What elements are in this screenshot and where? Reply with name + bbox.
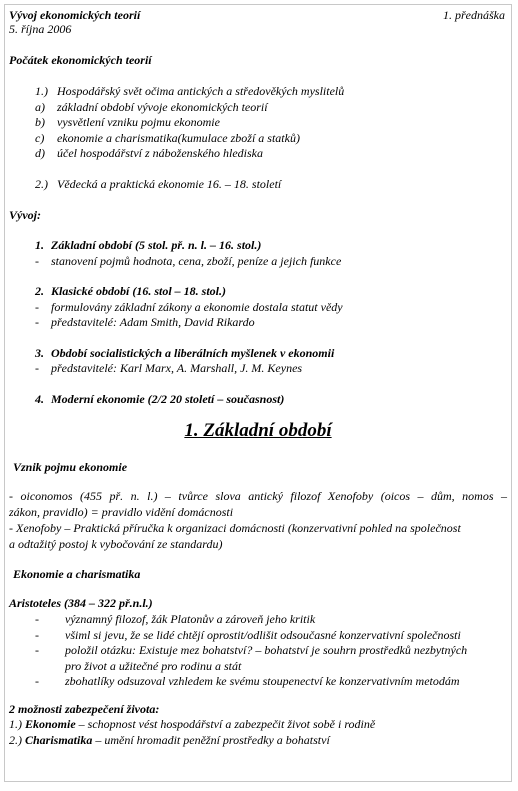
bullet-dash: - <box>35 361 39 375</box>
bullet-text: významný filozof, žák Platonův a zároveň jeho kritik <box>65 612 316 626</box>
bullet-text: pro život a užitečné pro rodinu a stát <box>65 658 242 673</box>
chapter-title: 1. Základní období <box>184 420 332 441</box>
bullet-text: představitelé: Adam Smith, David Rikardo <box>51 315 255 329</box>
outline-marker: c) <box>35 130 45 145</box>
paragraph-line: zákon, pravidlo) = pravidlo vidění domácnosti <box>9 505 234 519</box>
aristoteles-bullet-cont <box>35 659 505 675</box>
bullet-dash: - <box>35 627 39 642</box>
bullet-dash: - <box>35 315 39 329</box>
period-bullet <box>35 254 505 270</box>
aristoteles-bullet <box>35 674 505 690</box>
period-title-text: Klasické období (16. stol – 18. stol.) <box>51 284 226 298</box>
lecture-number: 1. přednáška <box>443 8 505 22</box>
moznosti-text: – schopnost vést hospodářství a zabezpečit život sobě i rodině <box>75 717 376 731</box>
outline-marker: d) <box>35 146 45 160</box>
period-bullet <box>35 361 505 377</box>
moznosti-term: Charismatika <box>25 733 93 747</box>
outline-subitem <box>35 115 505 131</box>
outline-text: vysvětlení vzniku pojmu ekonomie <box>57 115 220 129</box>
outline-text: účel hospodářství z náboženského hlediska <box>57 146 263 160</box>
bullet-text: formulovány základní zákony a ekonomie dostala statut vědy <box>51 299 343 314</box>
paragraph-line: - oiconomos (455 př. n. l.) – tvůrce slova antický filozof Xenofoby (oicos – dům, nomos – <box>9 489 507 503</box>
outline-marker: 1.) <box>35 84 48 98</box>
document-page <box>4 4 512 782</box>
outline-text: základní období vývoje ekonomických teorií <box>57 99 268 114</box>
bullet-text: zbohatlíky odsuzoval vzhledem ke svému stoupenectví ke konzervativním metodám <box>65 674 460 688</box>
bullet-dash: - <box>35 253 39 268</box>
section-heading-vyvoj: Vývoj: <box>9 208 41 222</box>
period-bullet <box>35 315 505 331</box>
outline-item-1 <box>35 84 505 100</box>
moznosti-number: 1.) <box>9 717 22 731</box>
aristoteles-bullet <box>35 612 505 628</box>
section-heading-moznosti: 2 možnosti zabezpečení života: <box>9 702 160 716</box>
moznosti-text: – umění hromadit peněžní prostředky a bohatství <box>92 733 330 747</box>
outline-text: Hospodářský svět očima antických a středověkých myslitelů <box>57 84 345 98</box>
aristoteles-bullet <box>35 628 505 644</box>
moznosti-line-2 <box>9 733 505 748</box>
period-title-text: Moderní ekonomie (2/2 20 století – současnost) <box>51 391 285 406</box>
moznosti-number: 2.) <box>9 733 22 747</box>
outline-marker: 2.) <box>35 176 48 191</box>
paragraph-oiconomos <box>9 488 507 552</box>
period-title-text: Období socialistických a liberálních myšlenek v ekonomii <box>51 345 335 360</box>
period-number: 2. <box>35 284 44 298</box>
bullet-dash: - <box>35 674 39 688</box>
outline-item-2 <box>35 177 505 193</box>
bullet-text: stanovení pojmů hodnota, cena, zboží, peníze a jejich funkce <box>51 253 342 268</box>
document-title: Vývoj ekonomických teorií <box>9 8 141 22</box>
outline-list <box>35 84 505 192</box>
bullet-dash: - <box>35 612 39 626</box>
outline-text: Vědecká a praktická ekonomie 16. – 18. století <box>57 176 282 191</box>
period-number: 4. <box>35 391 44 406</box>
period-title <box>35 238 505 254</box>
period-number: 3. <box>35 345 44 360</box>
lecture-date: 5. října 2006 <box>9 22 72 36</box>
section-heading-pocatek: Počátek ekonomických teorií <box>9 53 152 67</box>
period-title <box>35 346 505 362</box>
moznosti-line-1 <box>9 717 505 732</box>
bullet-dash: - <box>35 643 39 657</box>
outline-marker: b) <box>35 115 45 129</box>
document-header <box>9 8 505 36</box>
aristoteles-bullet <box>35 643 505 659</box>
aristoteles-list <box>35 612 505 690</box>
moznosti-term: Ekonomie <box>25 717 76 731</box>
section-heading-charisma: Ekonomie a charismatika <box>13 567 141 581</box>
period-title-text: Základní období (5 stol. př. n. l. – 16. stol.) <box>51 238 262 252</box>
bullet-dash: - <box>35 299 39 314</box>
period-list <box>35 238 505 407</box>
outline-subitem <box>35 146 505 162</box>
bullet-text: představitelé: Karl Marx, A. Marshall, J. M. Keynes <box>51 361 303 375</box>
outline-subitem <box>35 100 505 116</box>
outline-text: ekonomie a charismatika(kumulace zboží a statků) <box>57 130 300 145</box>
period-title <box>35 392 505 408</box>
period-number: 1. <box>35 238 44 252</box>
bullet-text: všiml si jevu, že se lidé chtějí oprostit/odlišit odsoučasné konzervativní společnosti <box>65 627 461 642</box>
section-heading-vznik: Vznik pojmu ekonomie <box>13 460 128 474</box>
bullet-text: položil otázku: Existuje mez bohatství? – bohatství je souhrn prostředků nezbytných <box>65 643 468 657</box>
outline-subitem <box>35 131 505 147</box>
paragraph-line: - Xenofoby – Praktická příručka k organizaci domácnosti (konzervativní pohled na společnost <box>9 521 461 535</box>
paragraph-line: a odtažitý postoj k vybočování ze standardu) <box>9 537 223 551</box>
period-bullet <box>35 300 505 316</box>
outline-marker: a) <box>35 99 45 114</box>
period-title <box>35 284 505 300</box>
aristoteles-heading: Aristoteles (384 – 322 př.n.l.) <box>9 596 153 610</box>
